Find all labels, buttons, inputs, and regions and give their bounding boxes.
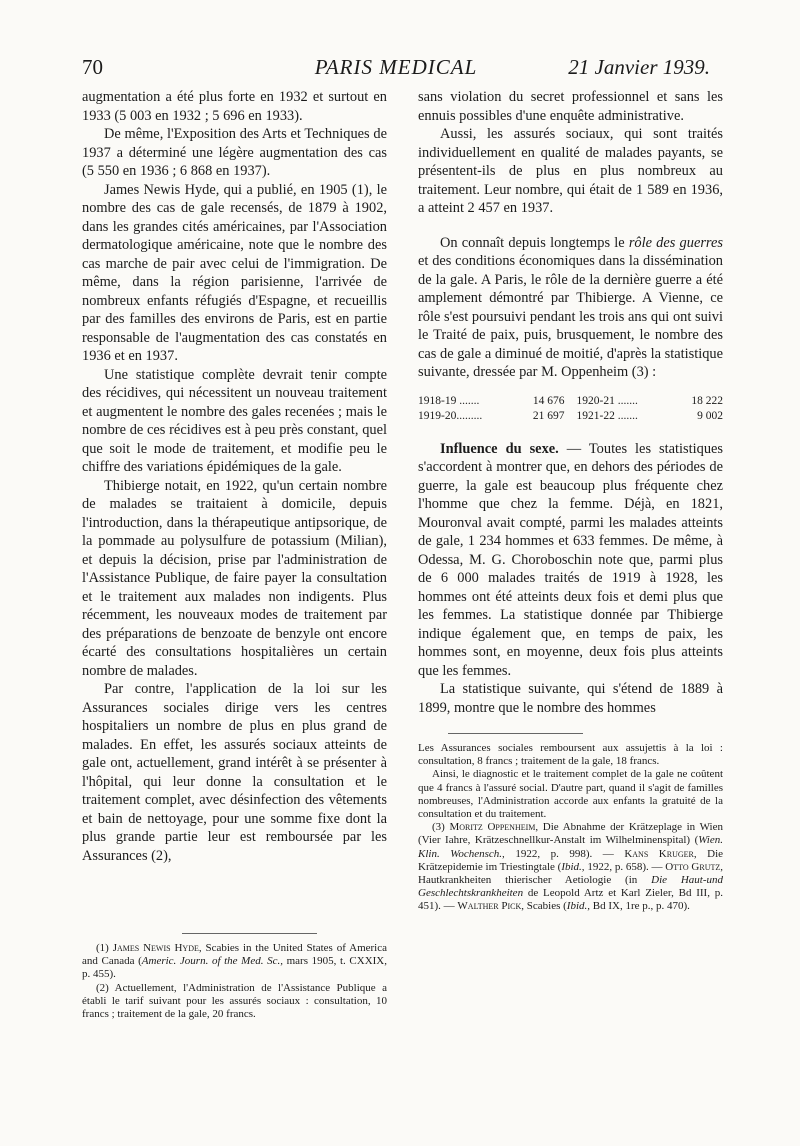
stats-row: 1919-20......... 21 697 (418, 409, 565, 422)
paragraph: Aussi, les assurés sociaux, qui sont traités individuellement en qualité de malades payants, se présentent-ils de plus en plus nombreux au traitement. Leur nombre, qui était de 1 589 en 1936, a atteint 2 457 en 1937. (418, 126, 723, 216)
footnote-continuation: Ainsi, le diagnostic et le traitement complet de la gale ne coûtent que 4 francs à l'assuré social. D'autre part, quand il s'agit de familles nombreuses, l'Administration accorde aux enfants la gratuité de la consultation et du traitement. (418, 768, 723, 821)
footnote-1: (1) James Newis Hyde, Scabies in the United States of America and Canada (Americ. Journ. of the Med. Sc., mars 1905, t. CXXIX, p. 455). (82, 942, 388, 981)
paragraph: Une statistique complète devrait tenir compte des récidives, qui nécessitent un nouveau traitement et augmentent le nombre des gales recenées ; mais le nombre de ces récidives est à peu près constant, quel que soit le mode de traitement, et modifie peu le chiffre des variations épidémiques de la gale. (82, 366, 387, 475)
paragraph: Par contre, l'application de la loi sur les Assurances sociales dirige vers les centres hospitaliers un nombre de plus en plus grand de malades. En effet, les assurés sociaux atteints de gale ont, actuellement, grand intérêt à se présenter à l'hôpital, qui leur donne la consultation et le traitement complet, avec désinfection des vêtements et bain de nettoyage, pour une somme fixe dont la plus grande partie leur est remboursée par les Assurances (2), (82, 681, 387, 864)
stats-row: 1918-19 ....... 14 676 (418, 394, 565, 407)
footnote-continuation: Les Assurances sociales remboursent aux assujettis à la loi : consultation, 8 francs ; traitement de la gale, 18 francs. (418, 742, 723, 768)
footnote-rule (182, 933, 317, 934)
spacer (418, 218, 723, 234)
footnote-rule (448, 733, 583, 734)
paragraph: augmentation a été plus forte en 1932 et surtout en 1933 (5 003 en 1932 ; 5 696 en 1933). (82, 89, 387, 124)
paragraph: La statistique suivante, qui s'étend de 1889 à 1899, montre que le nombre des hommes (418, 681, 723, 716)
paragraph: On connaît depuis longtemps le rôle des guerres et des conditions économiques dans la dissémination de la gale. A Paris, le rôle de la dernière guerre a été amplement démontré par Thibierge. A Vienne, ce rôle s'est poursuivi pendant les trois ans qui ont suivi le Traité de paix, puis, brusquement, le nombre des cas de gale a diminué de moitié, d'après la statistique suivante, dressée par M. Oppenheim (3) : (418, 234, 723, 380)
right-footnotes (418, 742, 723, 914)
footnote-3: (3) Moritz Oppenheim, Die Abnahme der Krätzeplage in Wien (Vier Iahre, Krätzeschnellkur-Anstalt im Wilhelminenspital) (Wien. Klin. Wochensch., 1922, p. 998). — Kans Kruger, Die Krätzepidemie im Triestingtale (Ibid., 1922, p. 658). — Otto Grutz, Hautkrankheiten thierischer Aetiologie (in Die Haut-und Geschlechtskrankheiten de Leopold Artz et Karl Zieler, Bd III, p. 451). — Walther Pick, Scabies (Ibid., Bd IX, 1re p., p. 470). (418, 821, 724, 913)
vienna-statistics-table (418, 394, 723, 424)
stats-row: 1921-22 ....... 9 002 (576, 409, 723, 422)
section-heading: Influence du sexe. (440, 440, 559, 457)
footnote-2: (2) Actuellement, l'Administration de l'Assistance Publique a établi le tarif suivant pour les assurés sociaux : consultation, 10 francs ; traitement de la gale, 20 francs. (82, 981, 387, 1021)
paragraph: De même, l'Exposition des Arts et Techniques de 1937 a déterminé une légère augmentation des cas (5 550 en 1936 ; 6 868 en 1937). (82, 126, 387, 179)
running-header (82, 55, 710, 85)
page-number: 70 (82, 55, 103, 79)
paragraph: Thibierge notait, en 1922, qu'un certain nombre de malades se traitaient à domicile, depuis l'introduction, dans la thérapeutique antipsorique, de la pommade au polysulfure de potassium (Milian), et depuis la décision, prise par l'administration de l'Assistance Publique, de faire payer la consultation et le traitement aux malades non indigents. Plus récemment, les nouveaux modes de traitement par des préparations de benzoate de benzyle ont encore écarté des consultations hospitalières un certain nombre de malades. (82, 477, 387, 679)
paragraph: sans violation du secret professionnel et sans les ennuis possibles d'une enquête administrative. (418, 89, 723, 124)
paragraph: James Newis Hyde, qui a publié, en 1905 (1), le nombre des cas de gale recensés, de 1879 à 1902, dans les grandes cités américaines, par l'Association dermatologique américaine, note que le nombre des cas marche de pair avec celui de l'immigration. De même, dans la région parisienne, l'arrivée de nombreux enfants réfugiés d'Espagne, et recueillis par des familles des environs de Paris, est en partie responsable de l'augmentation des cas constatés en 1936 et en 1937. (82, 181, 387, 364)
right-column (418, 88, 723, 914)
journal-title: PARIS MEDICAL (314, 55, 478, 79)
stats-row: 1920-21 ....... 18 222 (576, 394, 723, 407)
left-column (82, 88, 387, 865)
left-footnotes (82, 933, 387, 1021)
issue-date: 21 Janvier 1939. (568, 55, 710, 79)
paragraph: Influence du sexe. — Toutes les statistiques s'accordent à montrer que, en dehors des périodes de guerre, la gale est beaucoup plus fréquente chez l'homme que chez la femme. Déjà, en 1821, Mouronval avait compté, parmi les malades atteints de gale, 1 234 hommes et 633 femmes. De même, à Odessa, M. G. Choroboschin note que, parmi plus de 6 000 malades traités de 1919 à 1928, les hommes ont été atteints deux fois et demi plus que les femmes. La statistique donnée par Thibierge indique également que, en temps de paix, les hommes sont, en moyenne, deux fois plus atteints que les femmes. (418, 440, 723, 679)
